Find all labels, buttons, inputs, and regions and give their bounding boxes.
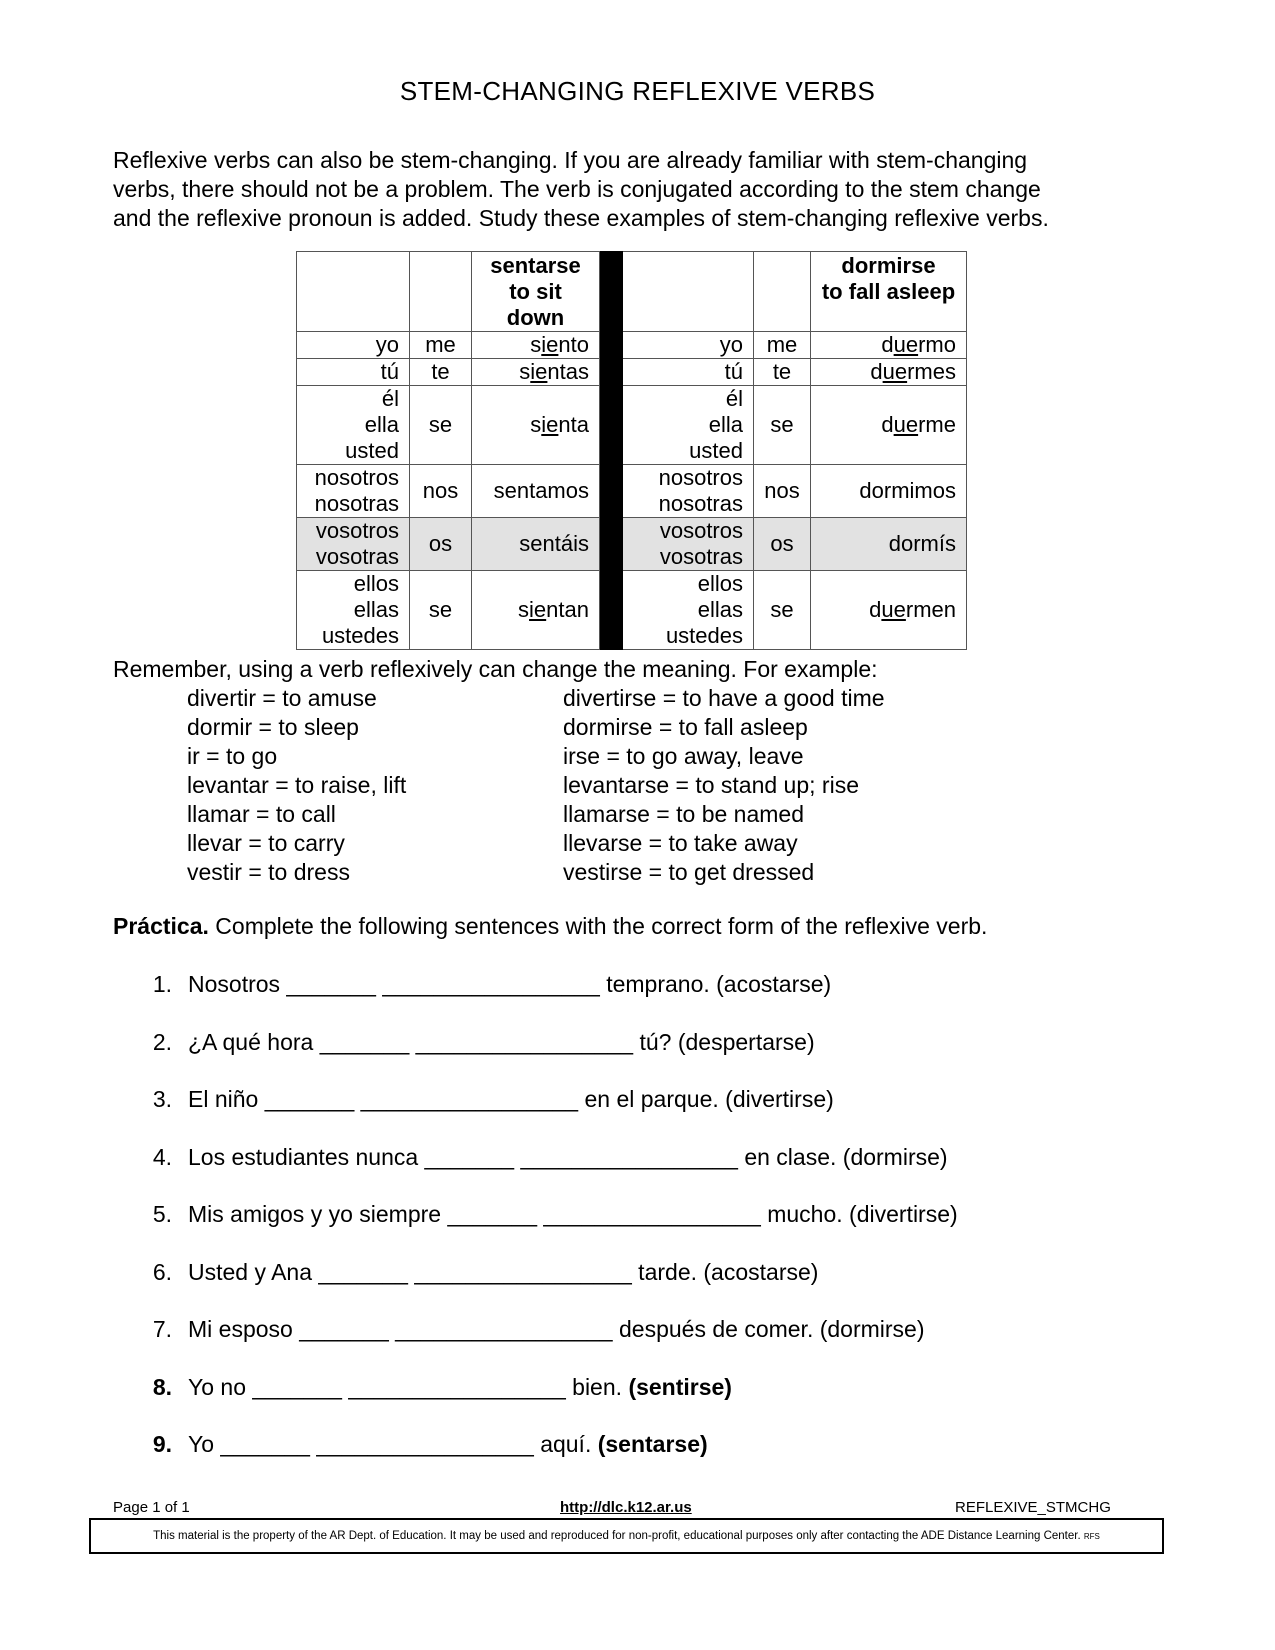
verb-stem: s — [530, 412, 542, 437]
exercise-hint: (sentirse) — [628, 1373, 732, 1400]
base-verb-meaning: vestir = to dress — [187, 859, 350, 885]
table-row — [297, 359, 967, 386]
verb-stem: d — [881, 332, 894, 357]
subject-pronoun: vosotras — [659, 544, 743, 569]
table-header-row — [297, 252, 967, 332]
reflexive-pronoun: os — [754, 518, 811, 571]
verb1-form — [472, 571, 600, 650]
subject-pronouns — [623, 571, 754, 650]
subject-pronoun: vosotras — [315, 544, 399, 569]
subject-pronouns — [623, 518, 754, 571]
table-row — [297, 571, 967, 650]
stem-change: ie — [530, 359, 548, 384]
verb2-header — [811, 252, 967, 332]
exercise-text: ¿A qué hora _______ _________________ tú? (despertarse) — [188, 1028, 815, 1055]
verb-stem: d — [869, 597, 882, 622]
verb2-form — [811, 359, 967, 386]
page-number: Page 1 of 1 — [113, 1499, 190, 1516]
exercise-sentence — [188, 1259, 818, 1286]
subject-pronouns — [297, 359, 410, 386]
exercise-number: 1. — [152, 971, 172, 997]
verb-ending: rmo — [918, 332, 956, 357]
table-row — [297, 332, 967, 359]
notice-initials: RFS — [1083, 1532, 1100, 1541]
base-verb-meaning: dormir = to sleep — [187, 714, 359, 740]
column-separator — [600, 252, 623, 332]
base-verb-meaning: divertir = to amuse — [187, 685, 377, 711]
exercise-sentence — [188, 1374, 732, 1401]
subject-pronoun: tú — [724, 359, 743, 384]
verb1-form — [472, 332, 600, 359]
verb2-form — [811, 465, 967, 518]
verb-stem: s — [530, 332, 542, 357]
exercise-number: 2. — [152, 1028, 172, 1055]
verb-stem: sentáis — [519, 531, 589, 556]
subject-pronoun: nosotros — [658, 465, 743, 490]
exercise-sentence — [188, 1316, 925, 1343]
reflexive-pronoun: te — [410, 359, 472, 386]
reflexive-verb-meaning: llevarse = to take away — [563, 830, 798, 856]
column-separator — [600, 386, 623, 465]
base-verb-meaning: llamar = to call — [187, 801, 336, 827]
subject-pronoun: nosotras — [658, 491, 743, 516]
verb2-form — [811, 571, 967, 650]
verb1-form — [472, 359, 600, 386]
exercise-text: Mi esposo _______ _________________ después de comer. (dormirse) — [188, 1316, 925, 1342]
subject-pronoun: vosotros — [659, 518, 743, 543]
verb1-meaning: to sit down — [506, 279, 565, 330]
reflexive-pronoun: nos — [410, 465, 472, 518]
subject-pronoun: ustedes — [321, 623, 399, 648]
exercise-text: Los estudiantes nunca _______ _________________ en clase. (dormirse) — [188, 1143, 948, 1170]
exercise-number: 5. — [152, 1201, 172, 1227]
exercise-text: Yo no _______ _________________ bien. — [188, 1373, 629, 1400]
verb-ending: ntan — [546, 597, 589, 622]
reflexive-pronoun: me — [410, 332, 472, 359]
subject-pronoun: nosotras — [314, 491, 399, 516]
subject-pronoun: él — [381, 386, 399, 411]
stem-change: ie — [541, 412, 559, 437]
reflexive-pronoun: nos — [754, 465, 811, 518]
subject-pronouns — [297, 332, 410, 359]
subject-pronoun: ellas — [697, 597, 743, 622]
subject-pronoun: yo — [375, 332, 399, 357]
verb1-header — [472, 252, 600, 332]
exercise-number: 4. — [152, 1143, 172, 1170]
subject-pronoun: yo — [719, 332, 743, 357]
reflexive-pronoun: me — [754, 332, 811, 359]
exercise-sentence — [188, 1029, 815, 1056]
reflexive-verb-meaning: dormirse = to fall asleep — [563, 714, 808, 740]
subject-pronoun: ellas — [353, 597, 399, 622]
practica-text: Complete the following sentences with the correct form of the reflexive verb. — [208, 913, 988, 939]
exercise-number: 9. — [152, 1431, 172, 1457]
verb1-form — [472, 465, 600, 518]
subject-pronoun: nosotros — [314, 465, 399, 490]
conjugation-table — [296, 251, 967, 650]
exercise-sentence — [188, 1144, 948, 1171]
subject-pronouns — [297, 386, 410, 465]
verb-stem: d — [881, 412, 894, 437]
table-row — [297, 518, 967, 571]
subject-pronoun: ellos — [353, 571, 399, 596]
notice-text: This material is the property of the AR Dept. of Education. It may be used and reproduced for non-profit, educational purposes only after contacting the ADE Distance Learning Center. — [153, 1530, 1081, 1542]
column-separator — [600, 465, 623, 518]
column-separator — [600, 518, 623, 571]
verb-stem: sentamos — [493, 478, 589, 503]
reflexive-verb-meaning: levantarse = to stand up; rise — [563, 772, 859, 798]
stem-change: ue — [893, 332, 919, 357]
verb2-meaning: to fall asleep — [821, 279, 956, 304]
verb-stem: s — [518, 597, 530, 622]
stem-change: ie — [529, 597, 547, 622]
subject-pronouns — [623, 465, 754, 518]
stem-change: ie — [541, 332, 559, 357]
page-title: STEM-CHANGING REFLEXIVE VERBS — [399, 76, 876, 106]
base-verb-meaning: levantar = to raise, lift — [187, 772, 407, 798]
intro-line: and the reflexive pronoun is added. Study these examples of stem-changing reflexive verbs. — [113, 205, 1049, 231]
reflexive-verb-meaning: irse = to go away, leave — [563, 743, 804, 769]
exercise-text: Yo _______ _________________ aquí. — [188, 1431, 598, 1457]
subject-pronoun: él — [725, 386, 743, 411]
verb2-form — [811, 332, 967, 359]
practica-label: Práctica. — [113, 913, 209, 939]
subject-pronoun: usted — [345, 438, 399, 463]
reflexive-pronoun: se — [410, 386, 472, 465]
practica-instructions — [113, 913, 987, 940]
verb1-form — [472, 518, 600, 571]
verb-stem: d — [870, 359, 883, 384]
subject-pronouns — [297, 465, 410, 518]
verb-ending: rme — [918, 412, 956, 437]
subject-pronoun: ella — [364, 412, 399, 437]
reflexive-verb-meaning: divertirse = to have a good time — [563, 685, 885, 711]
reflexive-pronoun: se — [754, 386, 811, 465]
stem-change: ue — [881, 597, 906, 622]
table-row — [297, 386, 967, 465]
verb-stem: dormís — [888, 531, 956, 556]
footer-link[interactable]: http://dlc.k12.ar.us — [560, 1499, 692, 1516]
exercise-text: Mis amigos y yo siempre _______ _________________ mucho. (divertirse) — [188, 1201, 958, 1227]
exercise-sentence — [188, 1201, 958, 1228]
subject-pronouns — [297, 571, 410, 650]
subject-pronoun: tú — [380, 359, 399, 384]
exercise-hint: (sentarse) — [597, 1431, 708, 1457]
subject-pronoun: ustedes — [665, 623, 743, 648]
verb-ending: nto — [558, 332, 589, 357]
reflexive-pronoun: se — [754, 571, 811, 650]
verb1-form — [472, 386, 600, 465]
stem-change: ue — [882, 359, 908, 384]
exercise-number: 6. — [152, 1258, 172, 1285]
verb2-form — [811, 518, 967, 571]
subject-pronoun: vosotros — [315, 518, 399, 543]
table-row — [297, 465, 967, 518]
exercise-sentence — [188, 1086, 834, 1113]
reflexive-verb-meaning: vestirse = to get dressed — [563, 859, 815, 885]
copyright-notice — [89, 1518, 1164, 1554]
verb-ending: rmen — [905, 597, 956, 622]
intro-line: verbs, there should not be a problem. The verb is conjugated according to the stem change — [113, 176, 1041, 202]
reflexive-verb-meaning: llamarse = to be named — [563, 801, 804, 827]
column-separator — [600, 332, 623, 359]
exercise-sentence — [188, 971, 831, 998]
subject-pronoun: ellos — [697, 571, 743, 596]
verb-ending: ntas — [547, 359, 589, 384]
verb2-infinitive: dormirse — [841, 253, 936, 278]
intro-paragraph — [113, 146, 1193, 233]
subject-pronouns — [623, 332, 754, 359]
remember-note: Remember, using a verb reflexively can change the meaning. For example: — [113, 656, 878, 682]
reflexive-pronoun: te — [754, 359, 811, 386]
reflexive-pronoun: se — [410, 571, 472, 650]
subject-pronoun: ella — [708, 412, 743, 437]
base-verb-meaning: llevar = to carry — [187, 830, 345, 856]
verb-ending: rmes — [907, 359, 956, 384]
column-separator — [600, 359, 623, 386]
exercise-number: 7. — [152, 1316, 172, 1342]
exercise-text: Usted y Ana _______ _________________ tarde. (acostarse) — [188, 1258, 819, 1285]
subject-pronouns — [623, 359, 754, 386]
reflexive-pronoun: os — [410, 518, 472, 571]
verb2-form — [811, 386, 967, 465]
exercise-number: 8. — [152, 1373, 172, 1400]
exercise-number: 3. — [152, 1086, 172, 1112]
subject-pronoun: usted — [689, 438, 743, 463]
column-separator — [600, 571, 623, 650]
intro-line: Reflexive verbs can also be stem-changing. If you are already familiar with stem-changing — [113, 147, 1028, 173]
document-code: REFLEXIVE_STMCHG — [955, 1499, 1111, 1516]
verb-stem: s — [519, 359, 531, 384]
base-verb-meaning: ir = to go — [187, 743, 278, 769]
subject-pronouns — [297, 518, 410, 571]
subject-pronouns — [623, 386, 754, 465]
verb-ending: nta — [558, 412, 589, 437]
exercise-text: El niño _______ _________________ en el parque. (divertirse) — [188, 1086, 834, 1112]
exercise-text: Nosotros _______ _________________ temprano. (acostarse) — [188, 971, 832, 997]
stem-change: ue — [893, 412, 919, 437]
verb1-infinitive: sentarse — [490, 253, 581, 278]
verb-stem: dormimos — [859, 478, 956, 503]
exercise-sentence — [188, 1431, 708, 1458]
